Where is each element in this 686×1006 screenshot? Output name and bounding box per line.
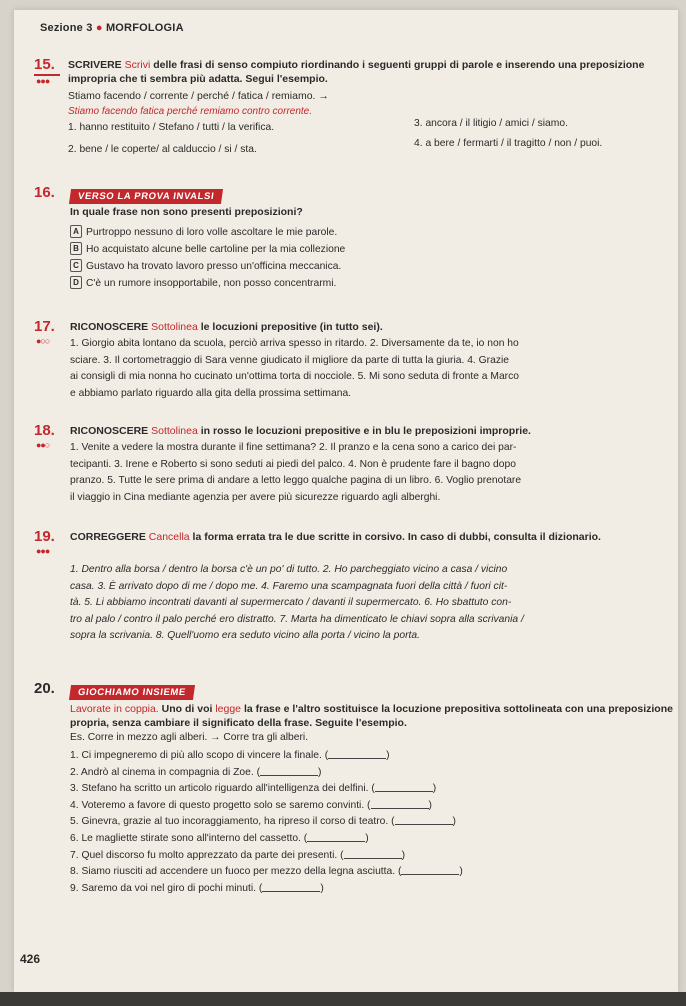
exercise-instruction: RICONOSCERE Sottolinea in rosso le locuzioni prepositive e in blu le preposizioni improprie. <box>70 425 531 437</box>
list-item: 3. ancora / il litigio / amici / siamo. <box>414 118 568 129</box>
exercise-number: 15. <box>34 56 60 76</box>
exercise-number: 20. <box>34 680 55 697</box>
list-item: 7. Quel discorso fu molto apprezzato da parte dei presenti. ( ) <box>70 849 406 861</box>
difficulty-dots: ●○○ <box>36 336 50 346</box>
invalsi-badge: VERSO LA PROVA INVALSI <box>69 189 223 204</box>
answer-blank[interactable] <box>260 766 318 776</box>
section-header: Sezione 3 ● MORFOLOGIA <box>40 22 184 34</box>
list-item: 1. hanno restituito / Stefano / tutti / la verifica. <box>68 122 275 133</box>
answer-blank[interactable] <box>375 782 433 792</box>
option-a[interactable]: A Purtroppo nessuno di loro volle ascoltare le mie parole. <box>70 224 345 241</box>
exercise-items <box>70 748 680 897</box>
list-item: 4. a bere / fermarti / il tragitto / non / puoi. <box>414 138 603 149</box>
list-item: 9. Saremo da voi nel giro di pochi minuti. ( ) <box>70 882 324 894</box>
page-number: 426 <box>20 952 41 966</box>
difficulty-dots: ●●○ <box>36 440 50 450</box>
list-item: 2. bene / le coperte/ al calduccio / si / sta. <box>68 144 257 155</box>
option-c[interactable]: C Gustavo ha trovato lavoro presso un'officina meccanica. <box>70 258 345 275</box>
exercise-number: 19. <box>34 528 55 545</box>
list-item: 5. Ginevra, grazie al tuo incoraggiamento, ha ripreso il corso di teatro. ( ) <box>70 816 456 828</box>
list-item: 1. Ci impegneremo di più allo scopo di vincere la finale. ( ) <box>70 750 390 761</box>
textbook-page <box>14 10 678 992</box>
difficulty-dots: ●●● <box>36 546 50 556</box>
answer-blank[interactable] <box>395 815 453 825</box>
exercise-text: 1. Dentro alla borsa / dentro la borsa c'è un po' di tutto. 2. Ho parcheggiato vicino a casa / vicino casa. 3. È arrivato dopo di me / dopo me. 4. Faremo una scampagnata fuori della città / fuori cit- tà. 5. Li abbiamo incontrati davanti al supermercato / davanti il supermercato. 6. Ho sbattuto con- tro al palo / contro il palo perché ero distratto. 7. Marta ha dimenticato le chiavi sopra alla scrivania / sopra la scrivania. 8. Quell'uomo era seduto vicino alla porta / vicino la porta. <box>70 564 524 641</box>
answer-blank[interactable] <box>401 865 459 875</box>
exercise-instruction: SCRIVERE Scrivi delle frasi di senso compiuto riordinando i seguenti gruppi di parole e inserendo una preposizione impropria che ti sembra più adatta. Segui l'esempio. <box>68 59 645 85</box>
option-b[interactable]: B Ho acquistato alcune belle cartoline per la mia collezione <box>70 241 345 258</box>
exercise-instruction: CORREGGERE Cancella la forma errata tra le due scritte in corsivo. In caso di dubbi, consulta il dizionario. <box>70 531 601 543</box>
list-item: 3. Stefano ha scritto un articolo riguardo all'intelligenza dei delfini. ( ) <box>70 783 437 795</box>
page-bottom-edge <box>0 992 686 1006</box>
answer-blank[interactable] <box>344 849 402 859</box>
example-line: Es. Corre in mezzo agli alberi. → Corre tra gli alberi. <box>70 732 309 743</box>
exercise-number: 17. <box>34 318 55 335</box>
answer-blank[interactable] <box>307 832 365 842</box>
list-item: 6. Le magliette stirate sono all'interno del cassetto. ( ) <box>70 832 369 844</box>
example-answer: Stiamo facendo fatica perché remiamo contro corrente. <box>68 106 313 117</box>
list-item: 8. Siamo riusciti ad accendere un fuoco per mezzo della legna asciutta. ( ) <box>70 866 463 878</box>
list-item: 4. Voteremo a favore di questo progetto solo se saremo convinti. ( ) <box>70 799 432 811</box>
option-d[interactable]: D C'è un rumore insopportabile, non posso concentrarmi. <box>70 275 345 292</box>
exercise-instruction: RICONOSCERE Sottolinea le locuzioni prepositive (in tutto sei). <box>70 321 383 333</box>
game-badge: GIOCHIAMO INSIEME <box>69 685 195 700</box>
exercise-number: 16. <box>34 184 55 201</box>
list-item: 2. Andrò al cinema in compagnia di Zoe. ( ) <box>70 766 322 778</box>
difficulty-dots: ●●● <box>36 76 50 86</box>
answer-blank[interactable] <box>328 749 386 759</box>
exercise-text: 1. Venite a vedere la mostra durante il fine settimana? 2. Il pranzo e la cena sono a carico dei par- tecipanti. 3. Irene e Roberto si sono seduti ai piedi del palco. 4. Non è prudente fare il bagno dopo pranzo. 5. Tutte le sere prima di andare a letto leggo qualche pagina di un libro. 6. Voglio prenotare il viaggio in Cina mediante agenzia per avere più sicurezze riguardo agli alberghi. <box>70 442 522 503</box>
answer-blank[interactable] <box>262 882 320 892</box>
exercise-instruction: Lavorate in coppia. Uno di voi legge la frase e l'altro sostituisce la locuzione prepositiva sottolineata con una preposizione propria, senza cambiare il significato della frase. Seguite l'esempio. <box>70 703 673 729</box>
options-list <box>70 224 345 292</box>
question: In quale frase non sono presenti preposizioni? <box>70 206 303 218</box>
exercise-text: 1. Giorgio abita lontano da scuola, perciò arriva spesso in ritardo. 2. Diversamente da te, io non ho sciare. 3. Il cortometraggio di Sara venne giudicato il migliore da parte di tutta la giuria. 4. Grazie ai consigli di mia nonna ho cucinato un'ottima torta di nocciole. 5. Mi sono seduta di fronte a Marco e abbiamo parlato riguardo alla gita della prossima settimana. <box>70 338 519 399</box>
answer-blank[interactable] <box>371 799 429 809</box>
exercise-number: 18. <box>34 422 55 439</box>
example-line: Stiamo facendo / corrente / perché / fatica / remiamo. → <box>68 90 329 102</box>
